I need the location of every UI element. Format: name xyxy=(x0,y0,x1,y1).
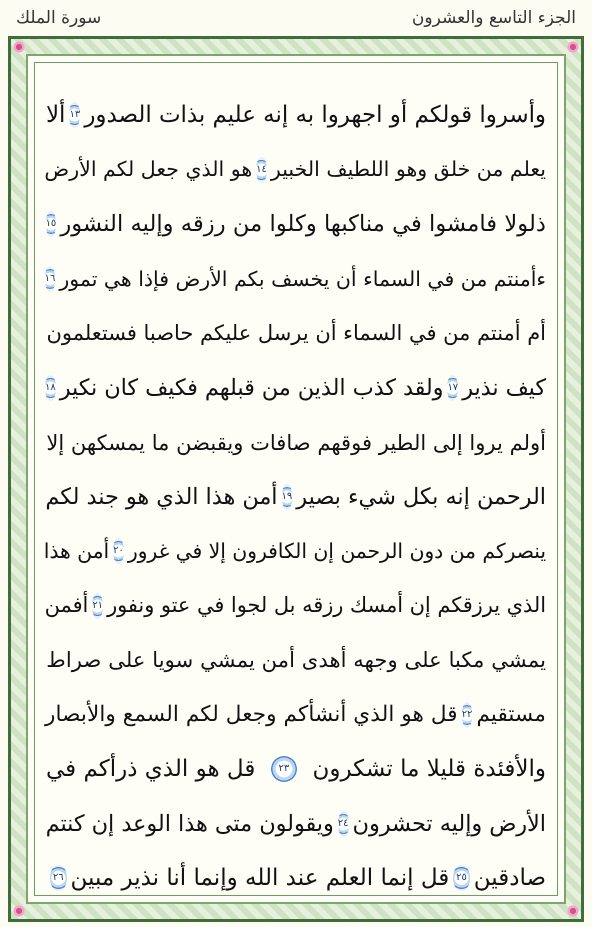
verse-text: قل هو الذي ذرأكم في xyxy=(46,755,256,782)
text-line xyxy=(46,306,546,361)
verse-text: الرحمن إنه بكل شيء بصير xyxy=(296,483,546,510)
ayah-number-icon: ٢٣ xyxy=(271,756,297,782)
text-line xyxy=(46,688,546,743)
verse-text: يمشي مكبا على وجهه أهدى أمن يمشي سويا على صراط xyxy=(46,647,546,673)
verse-text: ألا xyxy=(46,101,66,128)
flower-ornament-icon xyxy=(566,40,580,54)
text-line xyxy=(46,579,546,634)
verse-text: أمن هذا الذي هو جند لكم xyxy=(45,483,278,510)
verse-text: الذي يرزقكم إن أمسك رزقه بل لجوا في عتو ونفور xyxy=(107,593,546,618)
ayah-number-icon: ٢٢ xyxy=(462,702,473,728)
verse-text: ويقولون متى هذا الوعد إن كنتم xyxy=(45,810,334,837)
verse-text: أم أمنتم من في السماء أن يرسل عليكم حاصبا فستعلمون xyxy=(46,320,546,345)
verse-text: ولقد كذب الذين من قبلهم فكيف كان نكير xyxy=(59,374,444,401)
ayah-number-icon: ٢١ xyxy=(92,593,103,619)
flower-ornament-icon xyxy=(12,40,26,54)
ayah-number-icon: ١٧ xyxy=(447,375,458,401)
verse-text: صادقين xyxy=(473,864,546,891)
ayah-number-icon: ١٩ xyxy=(282,484,293,510)
ayah-number-icon: ١٤ xyxy=(256,157,267,183)
ayah-number-icon: ٢٥ xyxy=(453,865,469,891)
quran-text xyxy=(43,88,546,906)
text-line xyxy=(46,633,546,688)
verse-text: هو الذي جعل لكم الأرض xyxy=(44,157,253,182)
text-line xyxy=(46,88,546,143)
verse-text: قل إنما العلم عند الله وإنما أنا نذير مبين xyxy=(70,864,450,891)
ayah-number-icon: ١٣ xyxy=(69,102,80,128)
verse-text: أمن هذا xyxy=(43,539,110,564)
text-line xyxy=(46,252,546,307)
text-line xyxy=(46,797,546,852)
ayah-number-icon: ٢٤ xyxy=(338,811,349,837)
flower-ornament-icon xyxy=(12,904,26,918)
ayah-number-icon: ٢٠ xyxy=(113,538,124,564)
page-header xyxy=(0,0,592,36)
verse-text: يعلم من خلق وهو اللطيف الخبير xyxy=(270,157,546,182)
verse-text: قل هو الذي أنشأكم وجعل لكم السمع والأبصار xyxy=(44,701,458,727)
text-line xyxy=(46,197,546,252)
verse-text: والأفئدة قليلا ما تشكرون xyxy=(312,755,546,782)
text-line xyxy=(46,470,546,525)
text-line xyxy=(46,851,546,906)
ayah-number-icon: ١٨ xyxy=(45,375,56,401)
verse-text: مستقيم xyxy=(476,701,546,727)
verse-text: كيف نذير xyxy=(462,374,546,401)
text-line xyxy=(46,742,546,797)
verse-text: أولم يروا إلى الطير فوقهم صافات ويقبضن ما يمسكهن إلا xyxy=(46,429,546,455)
text-line xyxy=(46,143,546,198)
verse-text: ينصركم من دون الرحمن إن الكافرون إلا في غرور xyxy=(127,539,546,564)
verse-text: أفمن xyxy=(44,593,89,618)
verse-text: ءأمنتم من في السماء أن يخسف بكم الأرض فإذا هي تمور xyxy=(59,266,546,291)
verse-text: ذلولا فامشوا في مناكبها وكلوا من رزقه وإليه النشور xyxy=(60,210,546,237)
text-line xyxy=(46,415,546,470)
verse-text: الأرض وإليه تحشرون xyxy=(352,810,546,837)
ayah-number-icon: ٢٦ xyxy=(50,865,66,891)
flower-ornament-icon xyxy=(566,904,580,918)
juz-title: الجزء التاسع والعشرون xyxy=(411,8,576,28)
ayah-number-icon: ١٦ xyxy=(45,266,56,292)
surah-title: سورة الملك xyxy=(16,8,102,28)
verse-text: وأسروا قولكم أو اجهروا به إنه عليم بذات الصدور xyxy=(84,101,546,128)
ayah-number-icon: ١٥ xyxy=(46,211,57,237)
text-line xyxy=(46,361,546,416)
text-line xyxy=(43,524,546,579)
